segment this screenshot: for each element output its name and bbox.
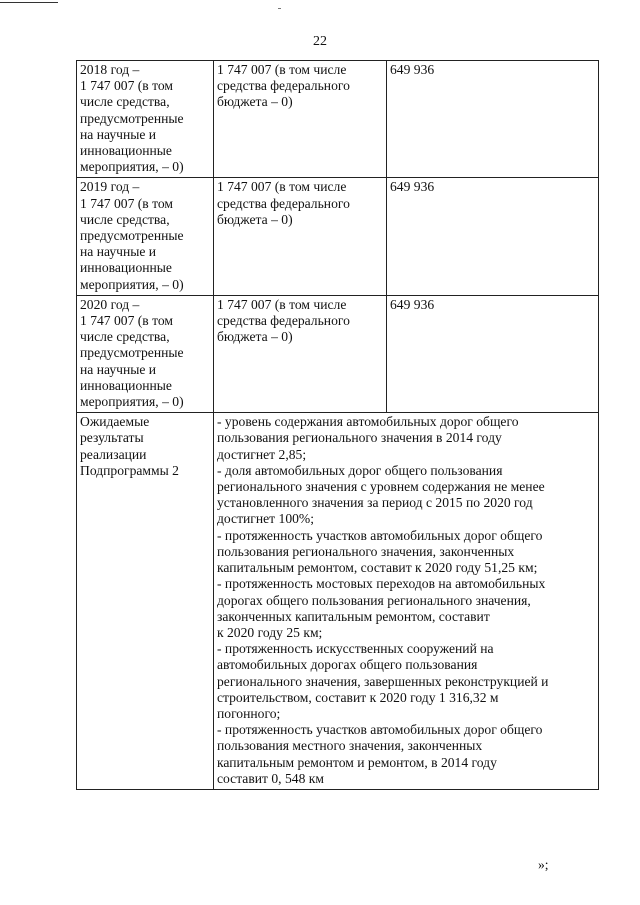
table-row-2020 bbox=[77, 295, 599, 412]
regional-budget-cell: 1 747 007 (в том числе средства федерального бюджета – 0) bbox=[214, 61, 387, 178]
year-cell: 2018 год – 1 747 007 (в том числе средства, предусмотренные на научные и инновационные мероприятия, – 0) bbox=[77, 61, 214, 178]
year-cell: 2020 год – 1 747 007 (в том числе средства, предусмотренные на научные и инновационные мероприятия, – 0) bbox=[77, 295, 214, 412]
expected-results-label: Ожидаемые результаты реализации Подпрограммы 2 bbox=[77, 413, 214, 790]
year-cell: 2019 год – 1 747 007 (в том числе средства, предусмотренные на научные и инновационные мероприятия, – 0) bbox=[77, 178, 214, 295]
expected-results-content: - уровень содержания автомобильных дорог общего пользования регионального значения в 2014 году достигнет 2,85; - доля автомобильных дорог общего пользования регионального значения с уровнем содержания не менее установленного значения за период с 2015 по 2020 год достигнет 100%; - протяженность участков автомобильных дорог общего пользования регионального значения, законченных капитальным ремонтом, составит к 2020 году 51,25 км; - протяженность мостовых переходов на автомобильных дорогах общего пользования регионального значения, законченных капитальным ремонтом, составит к 2020 году 25 км; - протяженность искусственных сооружений на автомобильных дорогах общего пользования регионального значения, завершенных реконструкцией и строительством, составит к 2020 году 1 316,32 м погонного; - протяженность участков автомобильных дорог общего пользования местного значения, законченных капитальным ремонтом и ремонтом, в 2014 году составит 0, 548 км bbox=[214, 413, 599, 790]
amount-cell: 649 936 bbox=[387, 61, 599, 178]
regional-budget-cell: 1 747 007 (в том числе средства федерального бюджета – 0) bbox=[214, 178, 387, 295]
amount-cell: 649 936 bbox=[387, 295, 599, 412]
top-edge-mark bbox=[0, 2, 58, 3]
amount-cell: 649 936 bbox=[387, 178, 599, 295]
table-row-2019 bbox=[77, 178, 599, 295]
page-number: 22 bbox=[313, 34, 327, 49]
program-table bbox=[76, 60, 599, 790]
table-row-expected-results bbox=[77, 413, 599, 790]
regional-budget-cell: 1 747 007 (в том числе средства федерального бюджета – 0) bbox=[214, 295, 387, 412]
scan-speck bbox=[278, 8, 281, 9]
table-row-2018 bbox=[77, 61, 599, 178]
closing-quote-mark: »; bbox=[538, 857, 549, 872]
